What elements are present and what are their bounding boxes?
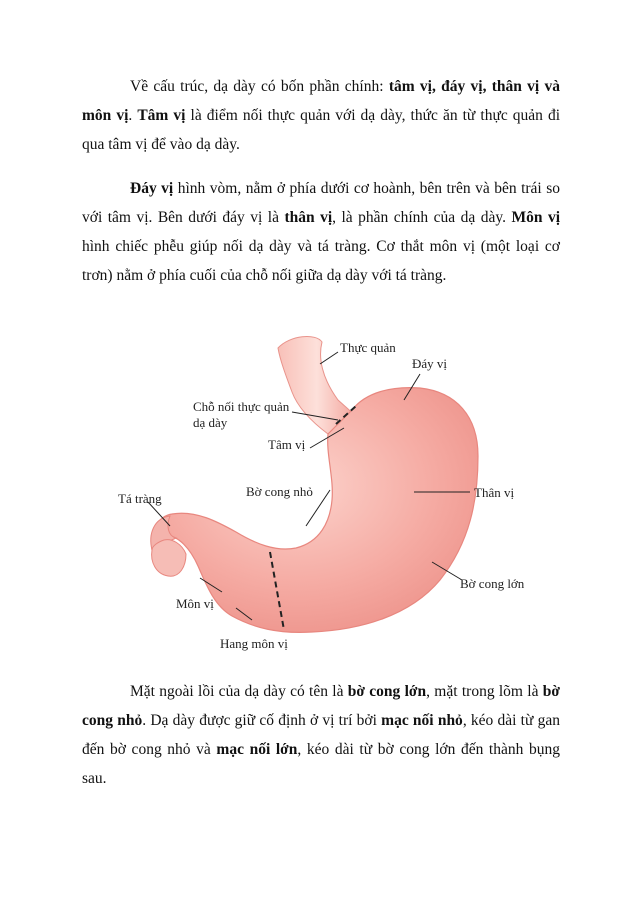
label-hang-mon-vi: Hang môn vị <box>220 636 288 651</box>
text-run: Về cấu trúc, dạ dày có bốn phần chính: <box>130 78 389 95</box>
label-thuc-quan: Thực quản <box>340 340 396 355</box>
bold-term: Tâm vị <box>137 107 186 124</box>
paragraph-fundus-body-pylorus <box>82 174 560 290</box>
text-run: hình chiếc phễu giúp nối dạ dày và tá tràng. Cơ thắt môn vị (một loại cơ trơn) nằm ở phía cuối của chỗ nối giữa dạ dày với tá tràng. <box>82 238 560 284</box>
bold-term: bờ cong lớn <box>347 683 427 700</box>
bold-term: mạc nối nhỏ <box>381 712 463 729</box>
label-bo-cong-lon: Bờ cong lớn <box>460 576 525 591</box>
label-ta-trang: Tá tràng <box>118 491 162 506</box>
text-run: hình vòm, nằm ở phía dưới cơ hoành, bên trên và bên trái so với tâm vị. Bên dưới đáy vị là <box>82 180 561 226</box>
label-day-vi: Đáy vị <box>412 356 448 371</box>
text-run: , kéo dài từ gan đến bờ cong nhỏ và <box>82 712 560 758</box>
text-run: , kéo dài từ bờ cong lớn đến thành bụng sau. <box>82 741 560 787</box>
paragraph-structure <box>82 72 560 159</box>
bold-term: thân vị <box>284 209 333 226</box>
text-run: . Dạ dày được giữ cố định ở vị trí bởi <box>142 712 382 729</box>
bold-term: tâm vị, đáy vị, thân vị và môn vị <box>82 78 560 124</box>
bold-term: mạc nối lớn <box>216 741 298 758</box>
label-than-vi: Thân vị <box>474 485 515 500</box>
bold-term: Môn vị <box>511 209 560 226</box>
bold-term: Đáy vị <box>130 180 174 197</box>
label-mon-vi: Môn vị <box>176 596 214 611</box>
label-cho-noi-1: Chỗ nối thực quản <box>193 399 290 414</box>
text-run: là điểm nối thực quản với dạ dày, thức ăn từ thực quản đi qua tâm vị để vào dạ dày. <box>82 107 561 153</box>
label-tam-vi: Tâm vị <box>268 437 306 452</box>
bold-term: bờ cong nhỏ <box>82 683 560 729</box>
leader-thuc-quan <box>320 352 338 364</box>
text-run: Mặt ngoài lồi của dạ dày có tên là <box>130 683 348 700</box>
label-cho-noi-2: dạ dày <box>193 415 228 430</box>
text-run: , là phần chính của dạ dày. <box>332 209 512 226</box>
label-bo-cong-nho: Bờ cong nhỏ <box>246 484 313 499</box>
duodenum-end <box>152 540 186 577</box>
text-run: , mặt trong lõm là <box>426 683 543 700</box>
stomach-anatomy-diagram <box>0 330 638 660</box>
text-run: . <box>128 107 138 124</box>
paragraph-curvatures <box>82 677 560 793</box>
